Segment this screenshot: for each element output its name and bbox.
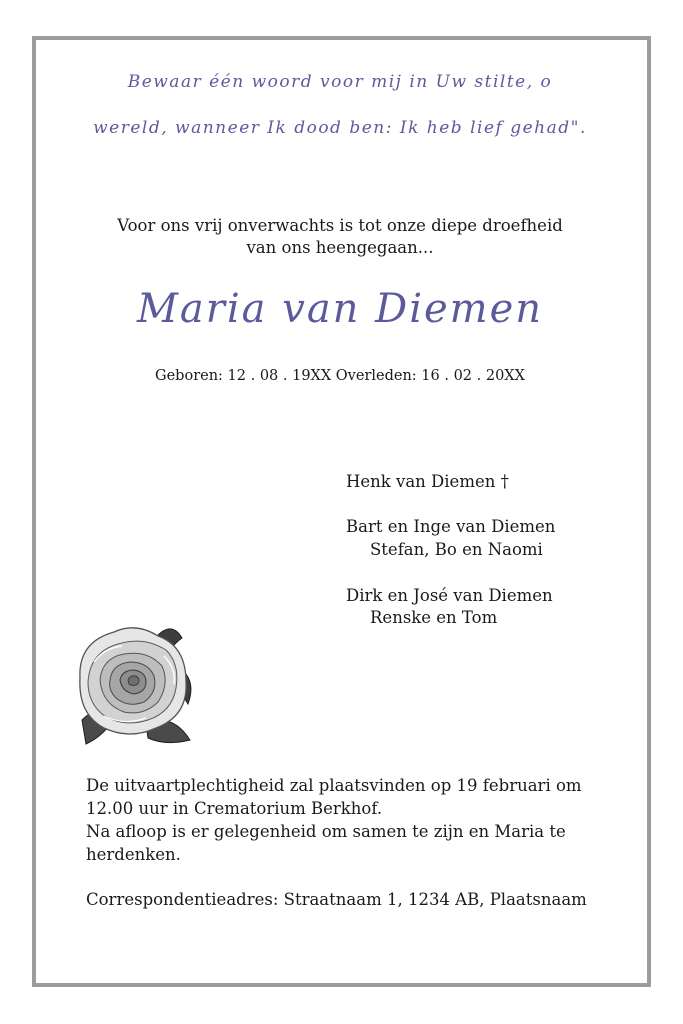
family-member-3: Stefan, Bo en Naomi <box>370 540 543 559</box>
ceremony-line-3: Na afloop is er gelegenheid om samen te zijn en Maria te <box>86 822 566 841</box>
intro-line-2: van ons heengegaan... <box>246 238 434 257</box>
correspondence-address: Correspondentieadres: Straatnaam 1, 1234 AB, Plaatsnaam <box>86 890 587 909</box>
poem-line-2: wereld, wanneer Ik dood ben: Ik heb lief gehad". <box>93 118 587 138</box>
intro-line-1: Voor ons vrij onverwachts is tot onze diepe droefheid <box>117 216 563 235</box>
ceremony-line-1: De uitvaartplechtigheid zal plaatsvinden op 19 februari om <box>86 776 582 795</box>
poem-line-1: Bewaar één woord voor mij in Uw stilte, o <box>127 72 553 92</box>
family-member-5: Renske en Tom <box>370 608 498 627</box>
ceremony-line-2: 12.00 uur in Crematorium Berkhof. <box>86 799 383 818</box>
life-dates: Geboren: 12 . 08 . 19XX Overleden: 16 . 02 . 20XX <box>155 368 525 384</box>
deceased-name: Maria van Diemen <box>136 286 544 332</box>
family-member-2: Bart en Inge van Diemen <box>346 517 556 536</box>
ceremony-line-4: herdenken. <box>86 845 181 864</box>
family-member-4: Dirk en José van Diemen <box>346 586 553 605</box>
family-member-1: Henk van Diemen † <box>346 472 509 491</box>
rose-icon <box>74 612 196 746</box>
